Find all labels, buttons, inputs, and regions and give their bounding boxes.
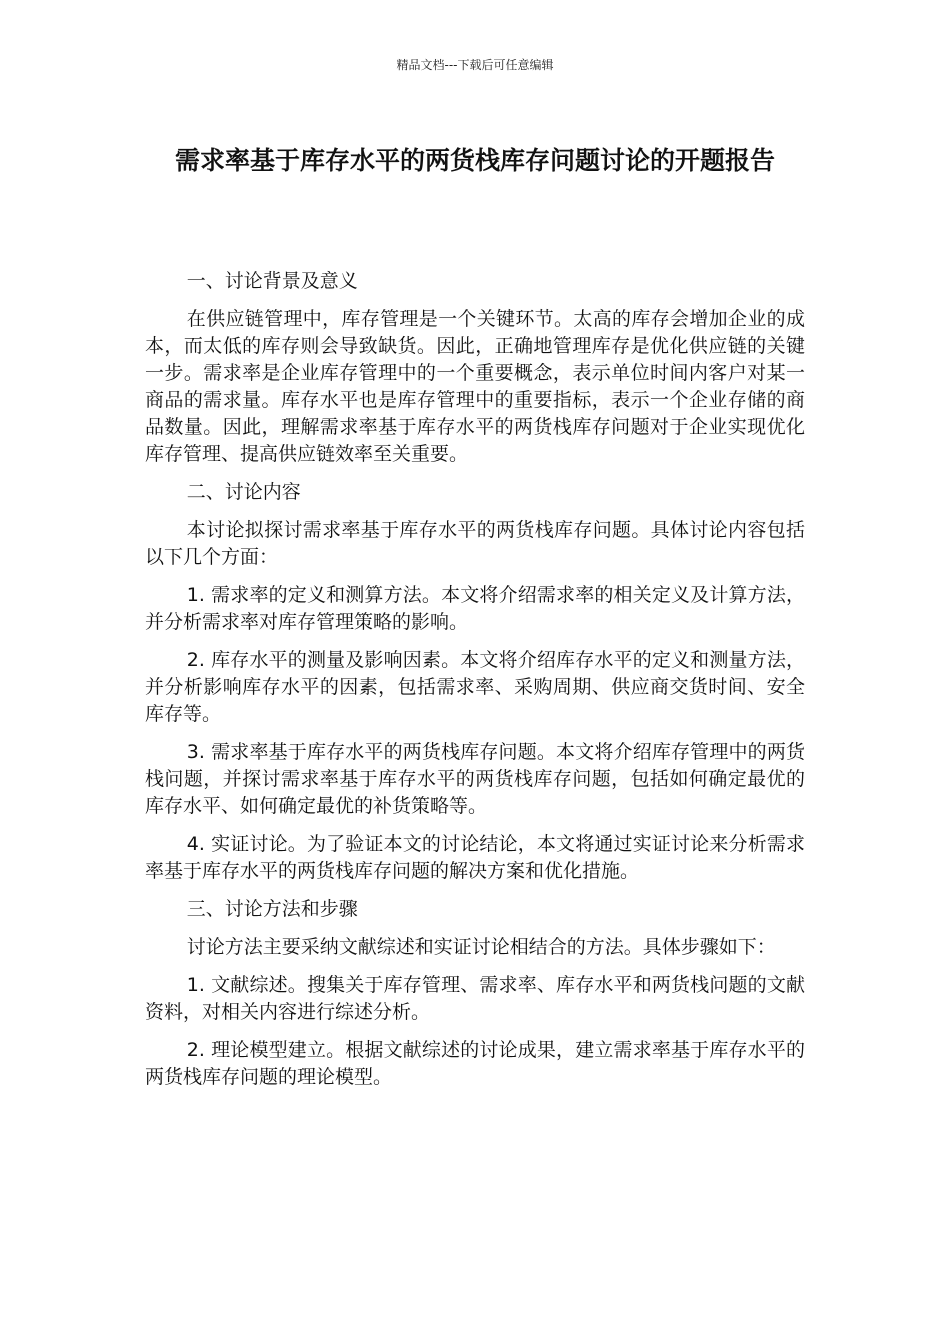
document-title: 需求率基于库存水平的两货栈库存问题讨论的开题报告 (174, 146, 775, 175)
section-2-item: 1. 需求率的定义和测算方法。本文将介绍需求率的相关定义及计算方法，并分析需求率对库存管理策略的影响。 (145, 584, 805, 633)
section-2-heading: 二、讨论内容 (186, 481, 301, 503)
page-header: 精品文档---下载后可任意编辑 (396, 58, 554, 72)
section-3-heading: 三、讨论方法和步骤 (186, 898, 358, 920)
section-2-item: 4. 实证讨论。为了验证本文的讨论结论，本文将通过实证讨论来分析需求率基于库存水平的两货栈库存问题的解决方案和优化措施。 (145, 833, 805, 882)
section-2-item: 2. 库存水平的测量及影响因素。本文将介绍库存水平的定义和测量方法，并分析影响库存水平的因素，包括需求率、采购周期、供应商交货时间、安全库存等。 (145, 649, 805, 725)
section-2-intro: 本讨论拟探讨需求率基于库存水平的两货栈库存问题。具体讨论内容包括以下几个方面： (145, 519, 805, 568)
section-3-intro: 讨论方法主要采纳文献综述和实证讨论相结合的方法。具体步骤如下： (186, 936, 776, 958)
section-3-item: 1. 文献综述。搜集关于库存管理、需求率、库存水平和两货栈问题的文献资料，对相关内容进行综述分析。 (145, 974, 805, 1023)
section-1-heading: 一、讨论背景及意义 (186, 270, 358, 292)
section-2-item: 3. 需求率基于库存水平的两货栈库存问题。本文将介绍库存管理中的两货栈问题，并探讨需求率基于库存水平的两货栈库存问题，包括如何确定最优的库存水平、如何确定最优的补货策略等。 (145, 741, 805, 817)
document-body (145, 268, 805, 1102)
section-1-paragraph: 在供应链管理中，库存管理是一个关键环节。太高的库存会增加企业的成本，而太低的库存则会导致缺货。因此，正确地管理库存是优化供应链的关键一步。需求率是企业库存管理中的一个重要概念，表示单位时间内客户对某一商品的需求量。库存水平也是库存管理中的重要指标，表示一个企业存储的商品数量。因此，理解需求率基于库存水平的两货栈库存问题对于企业实现优化库存管理、提高供应链效率至关重要。 (145, 308, 805, 465)
section-3-item: 2. 理论模型建立。根据文献综述的讨论成果，建立需求率基于库存水平的两货栈库存问题的理论模型。 (145, 1039, 805, 1088)
